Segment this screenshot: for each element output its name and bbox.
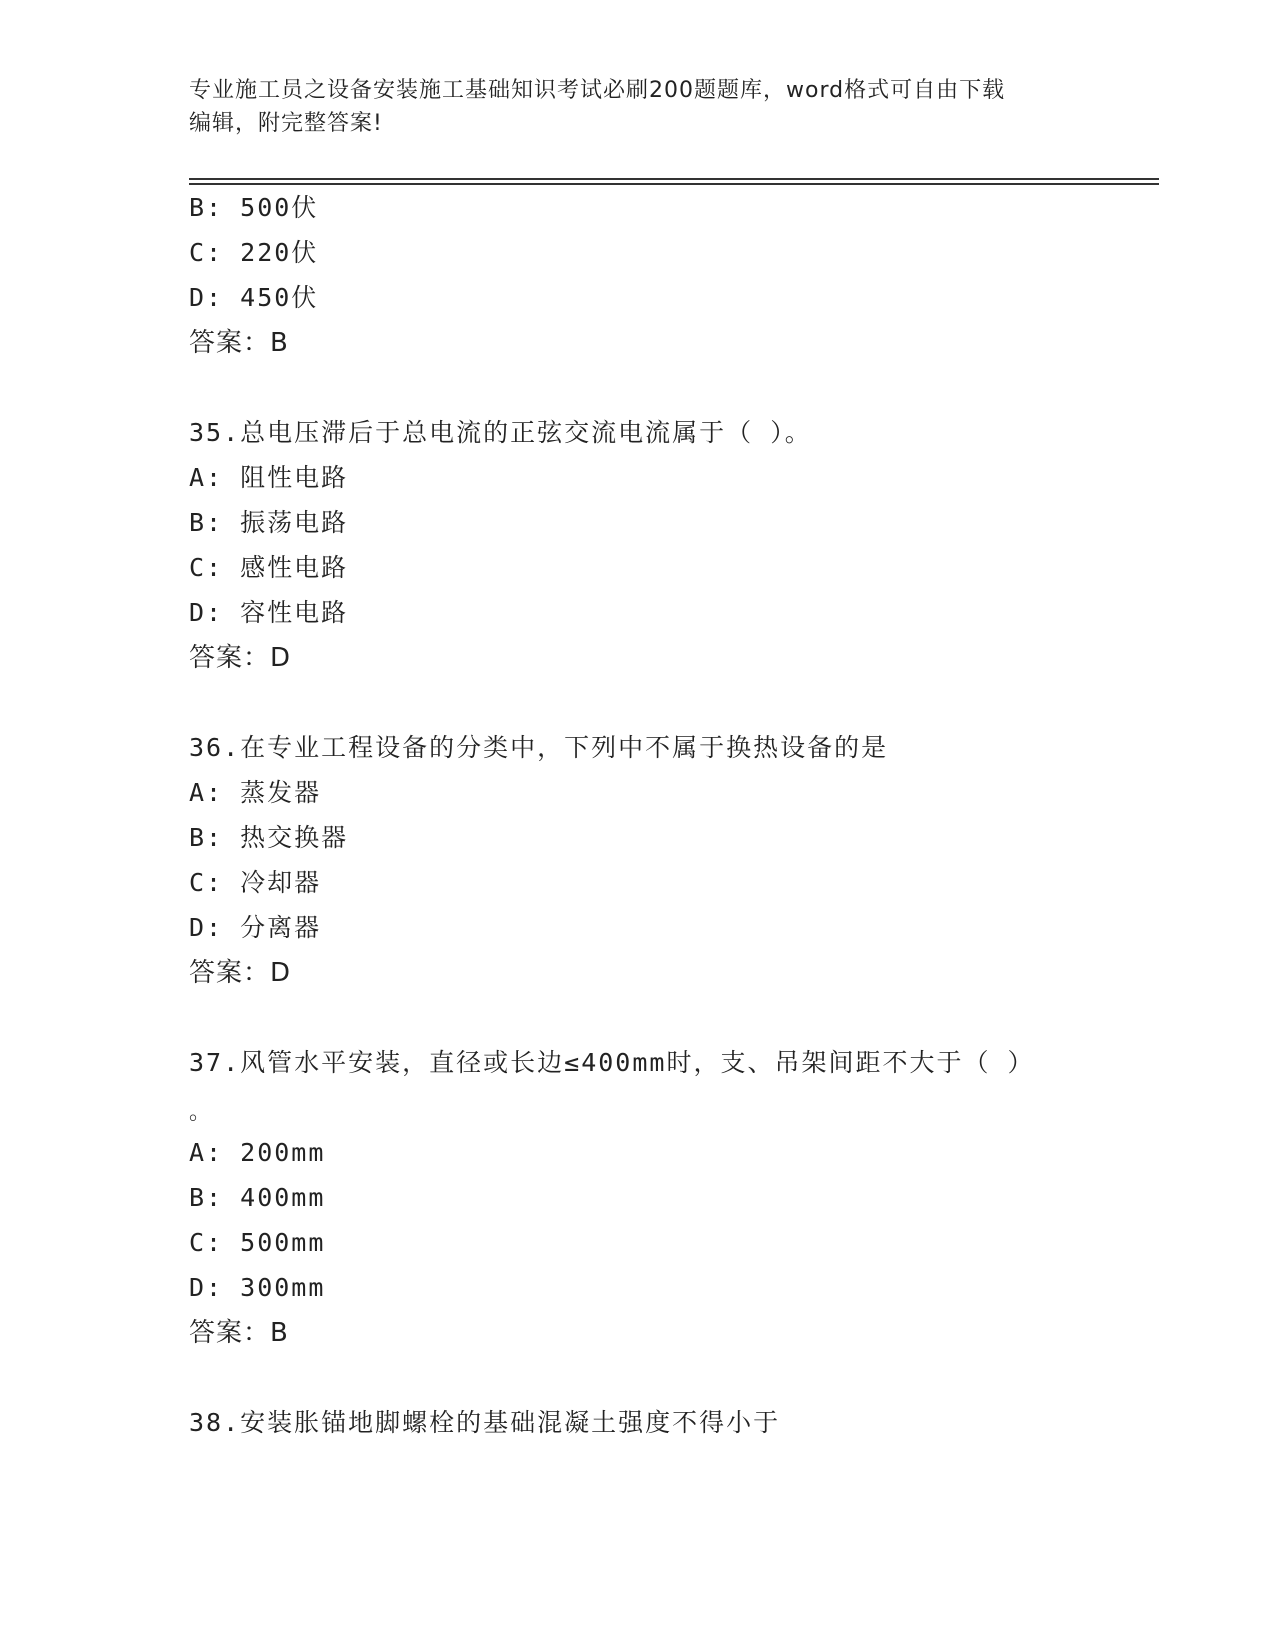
option-c: C: 500mm xyxy=(189,1228,326,1257)
question-stem-36: 36.在专业工程设备的分类中，下列中不属于换热设备的是 xyxy=(189,733,889,762)
option-d: D: 300mm xyxy=(189,1273,326,1302)
option-c: C: 冷却器 xyxy=(189,868,322,897)
option-a: A: 200mm xyxy=(189,1138,326,1167)
header-title-line-2: 编辑，附完整答案! xyxy=(189,111,383,136)
option-b: B: 热交换器 xyxy=(189,823,349,852)
option-d: D: 450伏 xyxy=(189,283,319,312)
option-a: A: 蒸发器 xyxy=(189,778,322,807)
option-d: D: 容性电路 xyxy=(189,598,349,627)
option-b: B: 400mm xyxy=(189,1183,326,1212)
answer-line: 答案：D xyxy=(189,958,292,988)
option-a: A: 阻性电路 xyxy=(189,463,349,492)
option-c: C: 感性电路 xyxy=(189,553,349,582)
document-header xyxy=(189,74,1069,140)
option-b: B: 振荡电路 xyxy=(189,508,349,537)
header-divider-top xyxy=(189,178,1159,180)
question-stem-37: 37.风管水平安装，直径或长边≤400mm时，支、吊架间距不大于（ ） xyxy=(189,1048,1035,1077)
answer-line: 答案：B xyxy=(189,328,289,358)
option-b: B: 500伏 xyxy=(189,193,319,222)
question-stem-35: 35.总电压滞后于总电流的正弦交流电流属于（ ）。 xyxy=(189,418,812,447)
option-d: D: 分离器 xyxy=(189,913,322,942)
header-divider-bottom xyxy=(189,183,1159,185)
answer-line: 答案：D xyxy=(189,643,292,673)
answer-line: 答案：B xyxy=(189,1318,289,1348)
question-stem-38: 38.安装胀锚地脚螺栓的基础混凝土强度不得小于 xyxy=(189,1408,781,1437)
header-title-line-1: 专业施工员之设备安装施工基础知识考试必刷200题题库，word格式可自由下载 xyxy=(189,78,1006,103)
option-c: C: 220伏 xyxy=(189,238,319,267)
question-stem-37-continuation: 。 xyxy=(189,1100,214,1125)
